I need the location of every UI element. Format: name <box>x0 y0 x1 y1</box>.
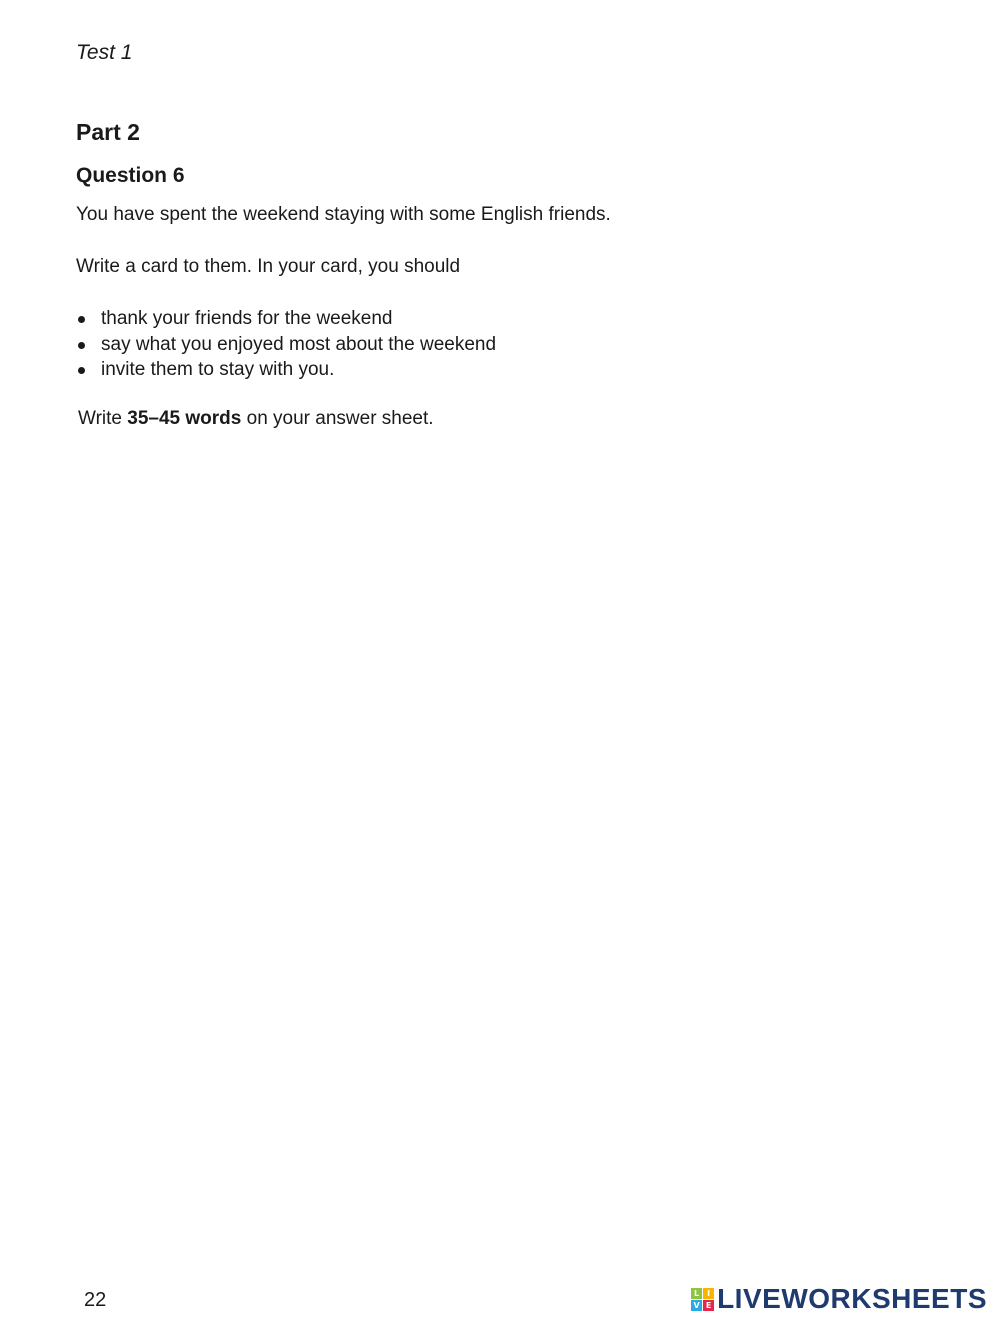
instruction-suffix: on your answer sheet. <box>241 408 434 429</box>
page-number: 22 <box>84 1289 107 1311</box>
word-count-emphasis: 35–45 words <box>127 408 242 429</box>
liveworksheets-logo[interactable] <box>691 1283 987 1315</box>
logo-tile-v: V <box>691 1300 702 1311</box>
bullet-item <box>76 306 496 332</box>
question-heading: Question 6 <box>76 164 185 187</box>
logo-tile-i: I <box>703 1288 714 1299</box>
running-head: Test 1 <box>76 41 133 64</box>
part-heading: Part 2 <box>76 119 140 145</box>
logo-tile-l: L <box>691 1288 702 1299</box>
bullet-item <box>76 357 496 383</box>
brand-wordmark: LIVEWORKSHEETS <box>717 1283 987 1314</box>
task-bullet-list <box>76 306 496 383</box>
instruction-prefix: Write <box>78 408 128 429</box>
bullet-dot-icon <box>78 342 85 349</box>
bullet-text: thank your friends for the weekend <box>101 308 393 329</box>
bullet-text: invite them to stay with you. <box>101 359 335 380</box>
logo-tile-e: E <box>703 1300 714 1311</box>
task-paragraph: Write a card to them. In your card, you should <box>76 256 461 277</box>
liveworksheets-grid-icon <box>691 1288 714 1311</box>
bullet-dot-icon <box>78 367 85 374</box>
bullet-item <box>76 332 496 358</box>
word-count-instruction <box>78 408 434 430</box>
bullet-dot-icon <box>78 316 85 323</box>
intro-paragraph: You have spent the weekend staying with some English friends. <box>76 204 611 225</box>
bullet-text: say what you enjoyed most about the weekend <box>101 333 497 355</box>
